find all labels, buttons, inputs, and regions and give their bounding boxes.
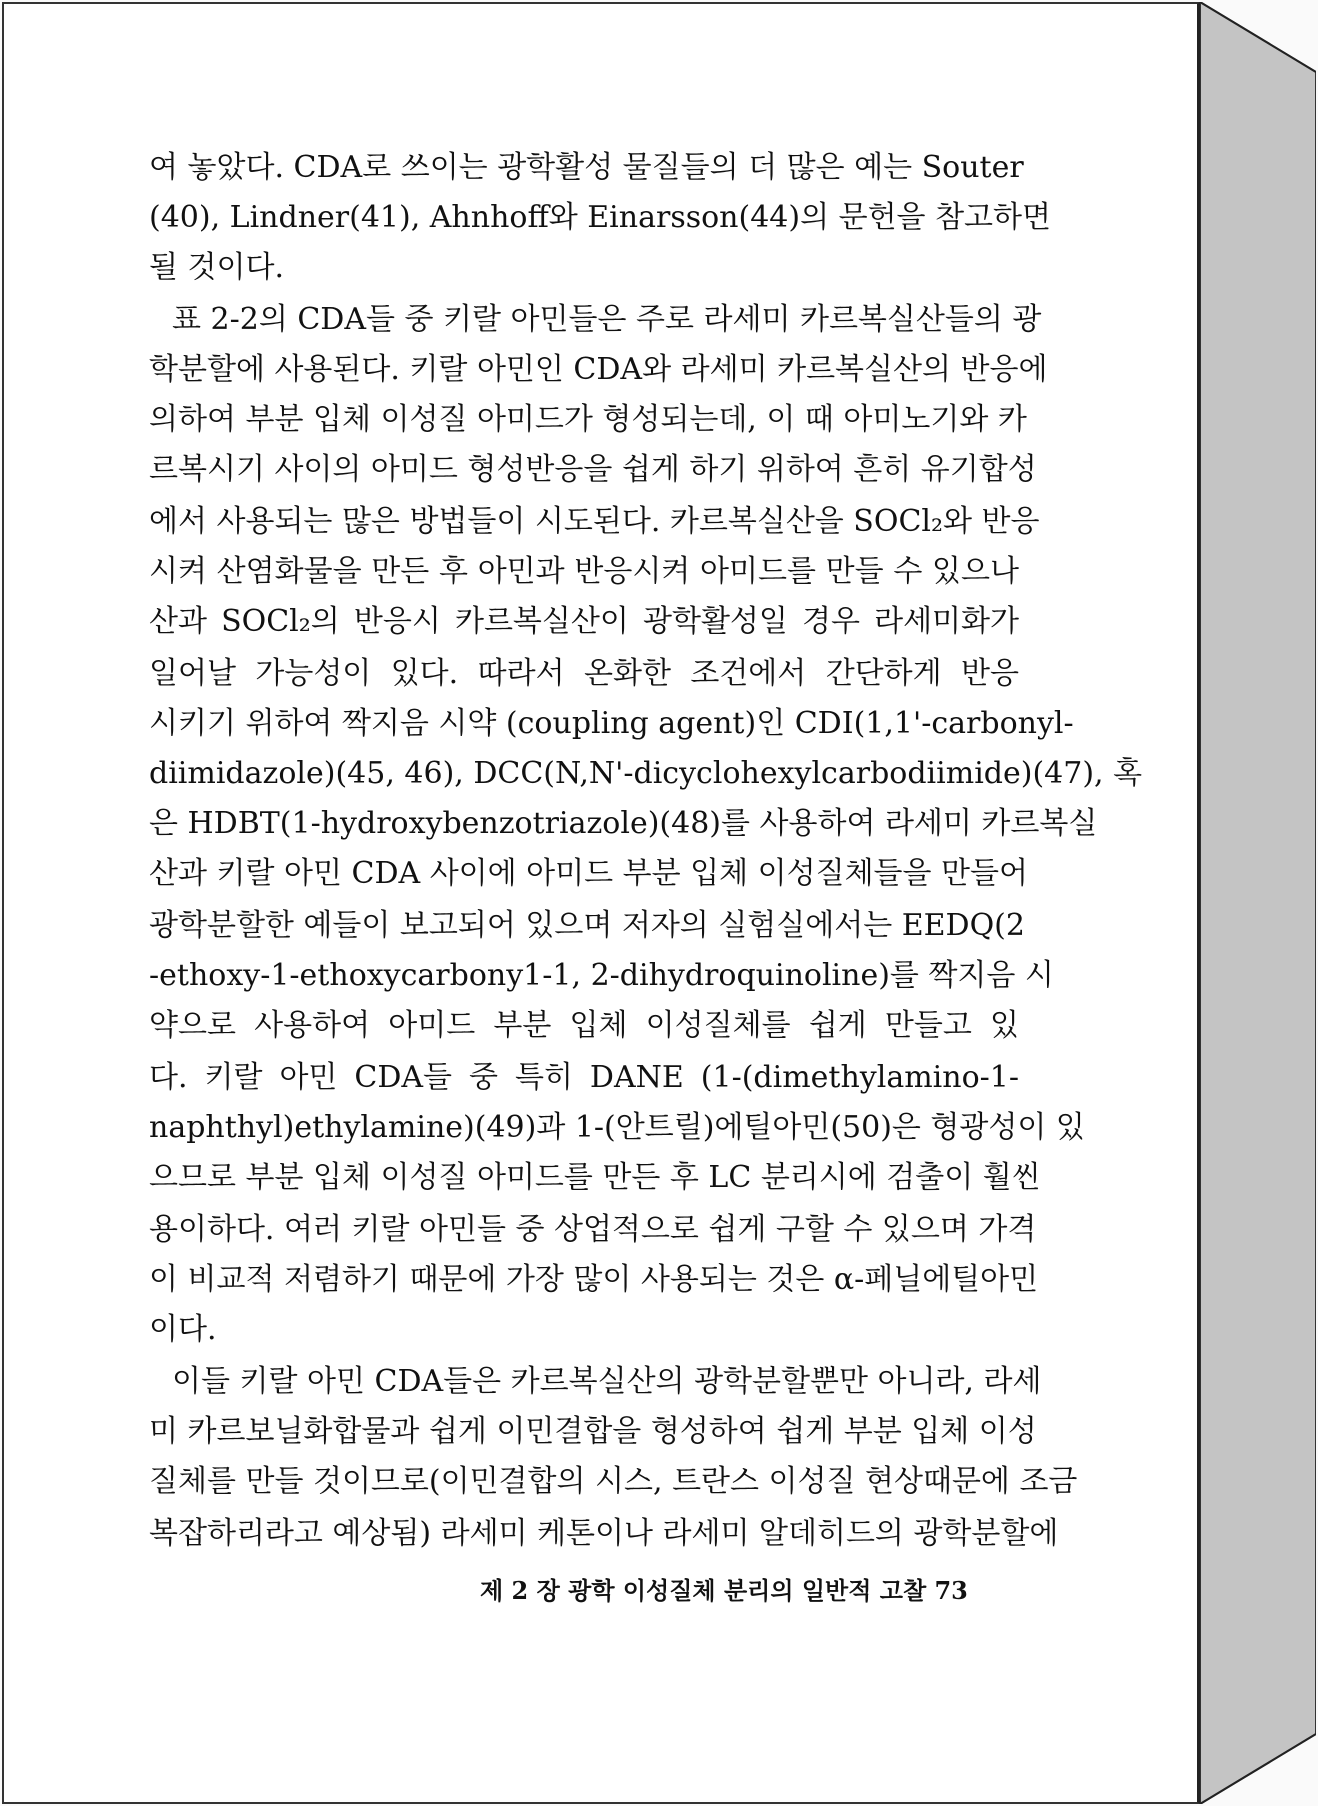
text-line-content: 용이하다. 여러 키랄 아민들 중 상업적으로 쉽게 구할 수 있으며 가격 — [149, 1212, 1037, 1247]
text-line-content: 약으로 사용하여 아미드 부분 입체 이성질체를 쉽게 만들고 있 — [149, 1008, 1019, 1043]
book-spine-edge — [1200, 2, 1316, 1804]
book-page — [2, 2, 1200, 1804]
text-line-content: 이다. — [149, 1312, 217, 1347]
text-line — [149, 452, 1037, 488]
text-line-content: 시키기 위하여 짝지음 시약 (coupling agent)인 CDI(1,1'-carbonyl- — [149, 706, 1074, 741]
text-line-content: naphthyl)ethylamine)(49)과 1-(안트릴)에틸아민(50)은 형광성이 있 — [149, 1110, 1085, 1145]
text-line — [149, 1464, 1078, 1500]
text-line — [149, 908, 1025, 944]
text-line — [149, 706, 1074, 742]
text-line — [149, 1516, 1059, 1552]
text-line-content: 학분할에 사용된다. 키랄 아민인 CDA와 라세미 카르복실산의 반응에 — [149, 352, 1048, 387]
text-line — [149, 806, 1098, 842]
text-line-content: 표 2-2의 CDA들 중 키랄 아민들은 주로 라세미 카르복실산들의 광 — [172, 302, 1042, 337]
text-line — [149, 1110, 1085, 1146]
text-line-content: (40), Lindner(41), Ahnhoff와 Einarsson(44)의 문헌을 참고하면 — [149, 200, 1051, 235]
text-line — [149, 1060, 1019, 1096]
text-line — [149, 958, 1054, 994]
text-line — [149, 200, 1051, 236]
text-line — [149, 1312, 1019, 1348]
text-line-content: 은 HDBT(1-hydroxybenzotriazole)(48)를 사용하여 라세미 카르복실 — [149, 806, 1098, 841]
text-line-content: 질체를 만들 것이므로(이민결합의 시스, 트란스 이성질 현상때문에 조금 — [149, 1464, 1078, 1499]
text-line-content: 에서 사용되는 많은 방법들이 시도된다. 카르복실산을 SOCl₂와 반응 — [149, 504, 1040, 539]
text-line — [149, 352, 1048, 388]
text-line-content: 으므로 부분 입체 이성질 아미드를 만든 후 LC 분리시에 검출이 훨씬 — [149, 1160, 1041, 1195]
text-line-content: -ethoxy-1-ethoxycarbony1-1, 2-dihydroquinoline)를 짝지음 시 — [149, 958, 1054, 993]
text-line — [172, 302, 1042, 338]
text-line-content: 다. 키랄 아민 CDA들 중 특히 DANE (1-(dimethylamino-1- — [149, 1060, 1019, 1095]
text-line — [149, 250, 1019, 286]
text-line — [149, 1008, 1019, 1044]
text-line — [149, 504, 1040, 540]
text-line — [149, 150, 1024, 186]
text-line — [149, 756, 1143, 792]
text-line-content: 르복시기 사이의 아미드 형성반응을 쉽게 하기 위하여 흔히 유기합성 — [149, 452, 1037, 487]
text-line — [149, 1160, 1041, 1196]
text-line — [149, 554, 1019, 590]
text-line-content: 이 비교적 저렴하기 때문에 가장 많이 사용되는 것은 α-페닐에틸아민 — [149, 1262, 1039, 1297]
text-line — [149, 1212, 1037, 1248]
text-line-content: 일어날 가능성이 있다. 따라서 온화한 조건에서 간단하게 반응 — [149, 656, 1019, 691]
text-line-content: 미 카르보닐화합물과 쉽게 이민결합을 형성하여 쉽게 부분 입체 이성 — [149, 1414, 1037, 1449]
page-footer: 제 2 장 광학 이성질체 분리의 일반적 고찰 73 — [480, 1576, 968, 1605]
text-line-content: 이들 키랄 아민 CDA들은 카르복실산의 광학분할뿐만 아니라, 라세 — [172, 1364, 1042, 1399]
text-line — [149, 604, 1019, 640]
text-line-content: 복잡하리라고 예상됨) 라세미 케톤이나 라세미 알데히드의 광학분할에 — [149, 1516, 1059, 1551]
text-line-content: 여 놓았다. CDA로 쓰이는 광학활성 물질들의 더 많은 예는 Souter — [149, 150, 1024, 185]
text-line — [149, 856, 1028, 892]
text-line — [149, 402, 1027, 438]
text-line — [149, 1414, 1037, 1450]
text-line — [149, 1262, 1039, 1298]
text-line — [172, 1364, 1042, 1400]
text-line-content: diimidazole)(45, 46), DCC(N,N'-dicyclohexylcarbodiimide)(47), 혹 — [149, 756, 1143, 791]
text-line-content: 의하여 부분 입체 이성질 아미드가 형성되는데, 이 때 아미노기와 카 — [149, 402, 1027, 437]
text-line-content: 산과 SOCl₂의 반응시 카르복실산이 광학활성일 경우 라세미화가 — [149, 604, 1019, 639]
text-line-content: 광학분할한 예들이 보고되어 있으며 저자의 실험실에서는 EEDQ(2 — [149, 908, 1025, 943]
text-line-content: 될 것이다. — [149, 250, 284, 285]
text-line-content: 산과 키랄 아민 CDA 사이에 아미드 부분 입체 이성질체들을 만들어 — [149, 856, 1028, 891]
text-line-content: 시켜 산염화물을 만든 후 아민과 반응시켜 아미드를 만들 수 있으나 — [149, 554, 1019, 589]
text-line — [149, 656, 1019, 692]
